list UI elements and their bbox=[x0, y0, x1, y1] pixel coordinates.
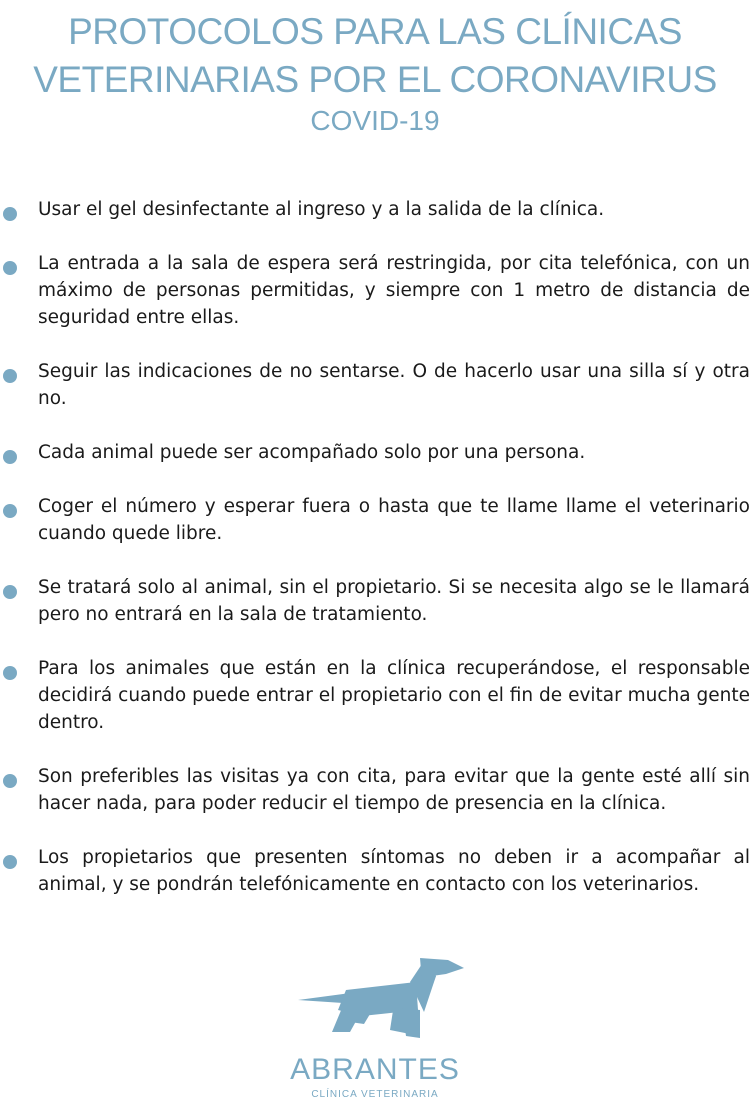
page-title-line-2: VETERINARIAS POR EL CORONAVIRUS bbox=[33, 59, 717, 100]
bullet-icon bbox=[3, 855, 17, 869]
list-item bbox=[0, 574, 750, 628]
list-item-text: Se tratará solo al animal, sin el propietario. Si se necesita algo se le llamará pero no entrará en la sala de tratamiento. bbox=[38, 577, 750, 625]
list-item-text: Seguir las indicaciones de no sentarse. O de hacerlo usar una silla sí y otra no. bbox=[38, 361, 750, 409]
list-item bbox=[0, 358, 750, 412]
clinic-logo bbox=[0, 950, 750, 1099]
list-item-text: Usar el gel desinfectante al ingreso y a la salida de la clínica. bbox=[38, 199, 605, 220]
list-item bbox=[0, 439, 750, 466]
page-subtitle: COVID-19 bbox=[310, 105, 440, 136]
protocol-list bbox=[0, 196, 750, 925]
bullet-icon bbox=[3, 666, 17, 680]
dachshund-icon bbox=[298, 952, 468, 1052]
list-item-text: Coger el número y esperar fuera o hasta que te llame llame el veterinario cuando quede libre. bbox=[38, 496, 750, 544]
list-item bbox=[0, 250, 750, 331]
list-item bbox=[0, 196, 750, 223]
bullet-icon bbox=[3, 585, 17, 599]
page-header bbox=[0, 8, 750, 138]
bullet-icon bbox=[3, 261, 17, 275]
brand-tagline: CLÍNICA VETERINARIA bbox=[311, 1089, 439, 1100]
list-item bbox=[0, 844, 750, 898]
bullet-icon bbox=[3, 369, 17, 383]
list-item-text: La entrada a la sala de espera será restringida, por cita telefónica, con un máximo de personas permitidas, y siempre con 1 metro de distancia de seguridad entre ellas. bbox=[38, 253, 750, 328]
list-item bbox=[0, 763, 750, 817]
list-item bbox=[0, 655, 750, 736]
bullet-icon bbox=[3, 207, 17, 221]
bullet-icon bbox=[3, 774, 17, 788]
bullet-icon bbox=[3, 504, 17, 518]
bullet-icon bbox=[3, 450, 17, 464]
list-item-text: Son preferibles las visitas ya con cita, para evitar que la gente esté allí sin hacer nada, para poder reducir el tiempo de presencia en la clínica. bbox=[38, 766, 750, 814]
list-item-text: Cada animal puede ser acompañado solo por una persona. bbox=[38, 442, 586, 463]
list-item-text: Los propietarios que presenten síntomas no deben ir a acompañar al animal, y se pondrán telefónicamente en contacto con los veterinarios. bbox=[38, 847, 750, 895]
list-item-text: Para los animales que están en la clínica recuperándose, el responsable decidirá cuando puede entrar el propietario con el fin de evitar mucha gente dentro. bbox=[38, 658, 750, 733]
list-item bbox=[0, 493, 750, 547]
brand-name: ABRANTES bbox=[290, 1053, 460, 1086]
page-title-line-1: PROTOCOLOS PARA LAS CLÍNICAS bbox=[68, 11, 682, 52]
